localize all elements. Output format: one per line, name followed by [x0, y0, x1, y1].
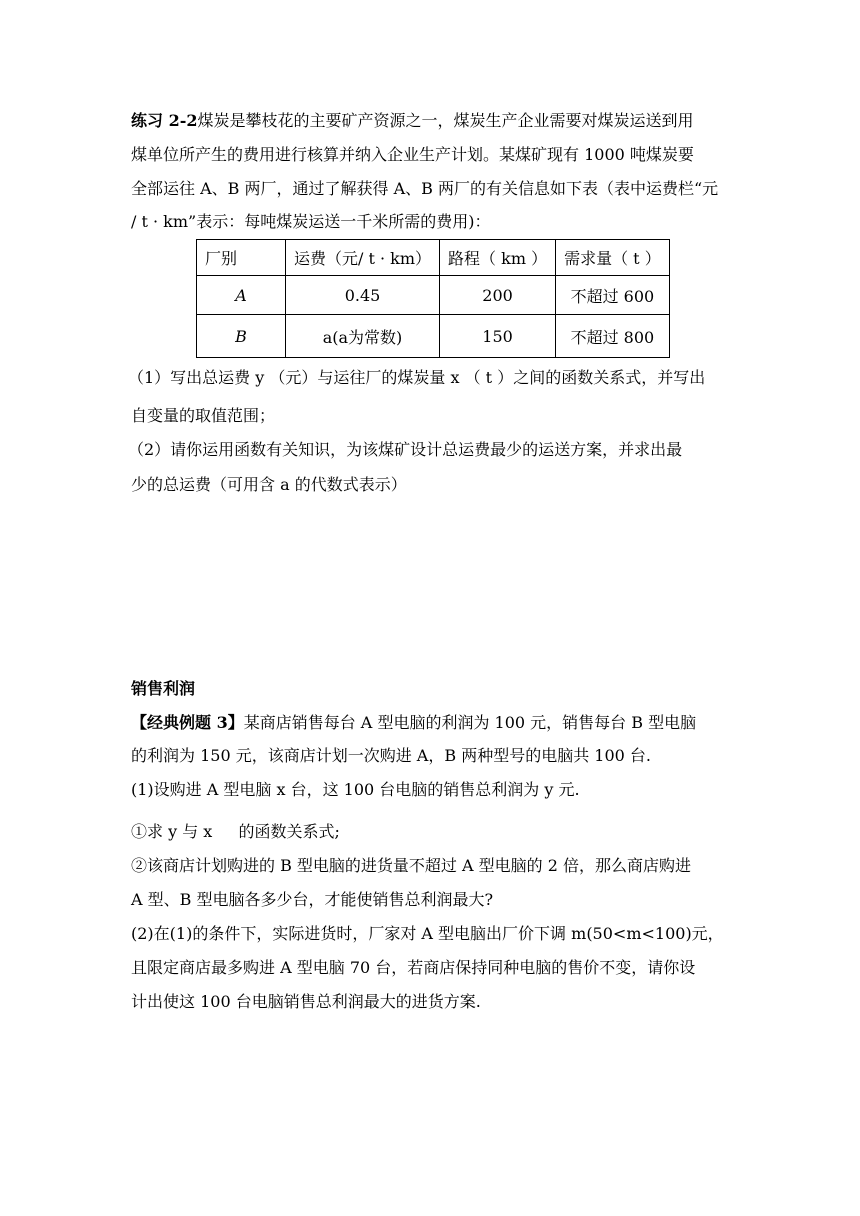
question-2-line-1: （2）请你运用函数有关知识，为该煤矿设计总运费最少的运送方案，并求出最 [128, 440, 683, 459]
table-header-cell: 厂别 [197, 240, 286, 276]
example-line-1 [131, 711, 696, 735]
freight-table [196, 239, 670, 358]
exercise-line-1 [131, 109, 694, 133]
part-2-line-3: 计出使这 100 台电脑销售总利润最大的进货方案. [131, 992, 481, 1011]
part-1-b-line-1: ②该商店计划购进的 B 型电脑的进货量不超过 A 型电脑的 2 倍，那么商店购进 [131, 856, 692, 875]
part-1-a: ①求 y 与 x 的函数关系式; [131, 822, 340, 841]
part-1-intro: (1)设购进 A 型电脑 x 台，这 100 台电脑的销售总利润为 y 元. [131, 780, 580, 799]
exercise-text-1: 煤炭是攀枝花的主要矿产资源之一，煤炭生产企业需要对煤炭运送到用 [197, 111, 694, 130]
table-cell: 不超过 800 [556, 315, 670, 358]
table-cell: 150 [440, 315, 556, 358]
section-title: 销售利润 [131, 679, 196, 698]
part-1-b-line-2: A 型、B 型电脑各多少台，才能使销售总利润最大? [131, 890, 494, 909]
exercise-label: 练习 2-2 [131, 111, 198, 130]
table-row [197, 276, 670, 315]
table-cell: B [197, 315, 286, 358]
example-line-2: 的利润为 150 元，该商店计划一次购进 A，B 两种型号的电脑共 100 台. [131, 746, 651, 765]
table-header-cell: 路程（ km ） [440, 240, 556, 276]
table-cell: a(a为常数) [286, 315, 440, 358]
part-2-line-2: 且限定商店最多购进 A 型电脑 70 台，若商店保持同种电脑的售价不变，请你设 [131, 958, 696, 977]
table-cell: A [197, 276, 286, 315]
exercise-line-4: / t · km”表示：每吨煤炭运送一千米所需的费用)： [131, 212, 491, 231]
question-1-line-1: （1）写出总运费 y （元）与运往厂的煤炭量 x （ t ）之间的函数关系式，并写出 [128, 368, 706, 387]
exercise-line-2: 煤单位所产生的费用进行核算并纳入企业生产计划。某煤矿现有 1000 吨煤炭要 [131, 145, 694, 164]
table-row [197, 315, 670, 358]
question-2-line-2: 少的总运费（可用含 a 的代数式表示） [131, 475, 407, 494]
table-header-cell: 运费（元/ t · km） [286, 240, 440, 276]
table-header-cell: 需求量（ t ） [556, 240, 670, 276]
exercise-line-3: 全部运往 A、B 两厂，通过了解获得 A、B 两厂的有关信息如下表（表中运费栏“元 [131, 179, 719, 198]
table-cell: 不超过 600 [556, 276, 670, 315]
example-label: 【经典例题 3】 [131, 713, 244, 732]
question-1-line-2: 自变量的取值范围； [131, 406, 276, 425]
example-text-1: 某商店销售每台 A 型电脑的利润为 100 元，销售每台 B 型电脑 [243, 713, 697, 732]
table-cell: 200 [440, 276, 556, 315]
table-header-row [197, 240, 670, 276]
table-cell: 0.45 [286, 276, 440, 315]
part-2-line-1: (2)在(1)的条件下，实际进货时，厂家对 A 型电脑出厂价下调 m(50<m<100)元， [131, 924, 724, 943]
